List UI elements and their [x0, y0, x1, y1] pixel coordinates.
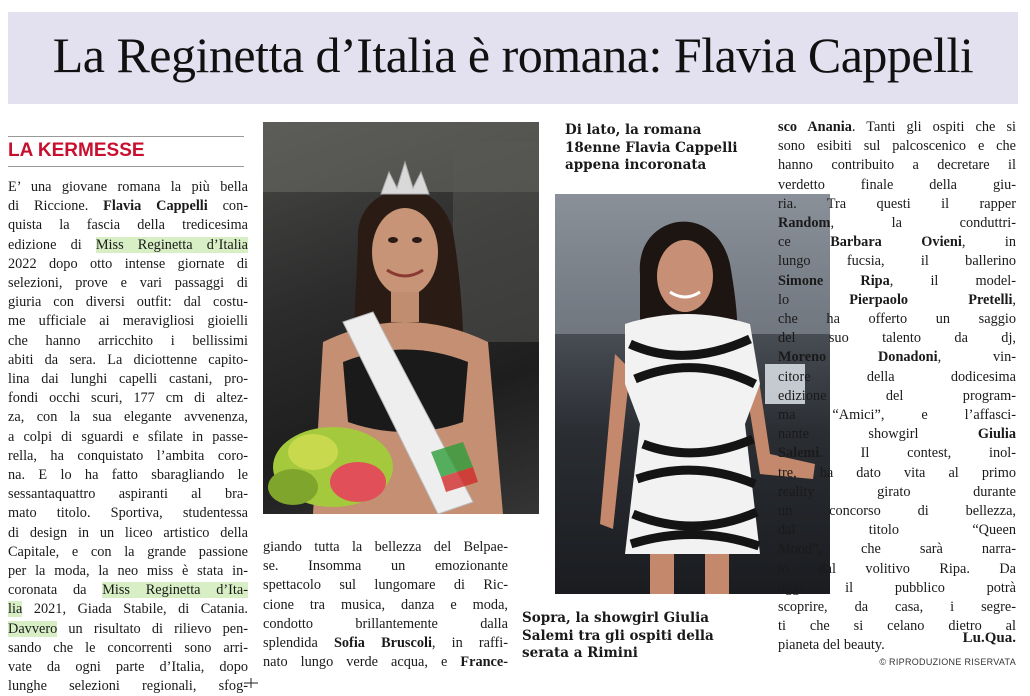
text-line: lina dai lunghi capelli castani, pro-: [8, 371, 248, 388]
text-line: reality girato durante: [778, 483, 1016, 500]
text-line: oggi il pubblico potrà: [778, 579, 1016, 596]
text-line: nato lungo verde acqua, e France-: [263, 654, 508, 671]
text-line: edizione di Miss Reginetta d’Italia: [8, 236, 249, 253]
text-line: rella, ha conquistato l’ambita coro-: [8, 447, 248, 464]
text-line: spettacolo sul lungomare di Ric-: [263, 577, 508, 594]
crowned-miss-illustration: [263, 122, 539, 514]
text-line: cione tra musica, danza e moda,: [263, 596, 508, 613]
caption-line: Sopra, la showgirl Giulia: [522, 610, 710, 626]
author-signature: Lu.Qua.: [962, 630, 1016, 646]
text-line: ria. Tra questi il rapper: [778, 195, 1016, 212]
text-line: Salemi. Il contest, inol-: [778, 445, 1016, 462]
text-line: splendida Sofia Bruscoli, in raffi-: [263, 635, 509, 652]
text-line: me ufficiale ai meravigliosi gioielli: [8, 313, 248, 330]
text-line: di design in un liceo artistico della: [8, 524, 248, 541]
text-line: mato titolo. Sportiva, studentessa: [8, 505, 248, 522]
section-kicker: LA KERMESSE: [8, 136, 244, 167]
text-line: sco Anania. Tanti gli ospiti che si: [778, 119, 1017, 135]
text-line: ce Barbara Ovieni, in: [778, 234, 1016, 251]
text-line: verdetto finale della giu-: [778, 176, 1016, 193]
text-line: scoprire, da casa, i segre-: [778, 599, 1016, 616]
top-photo-caption: [565, 122, 765, 175]
caption-line: appena incoronata: [565, 157, 707, 173]
text-line: za, con la sua elegante avvenenza,: [8, 409, 248, 426]
text-line: sessantaquattro aspiranti al bra-: [8, 486, 248, 503]
crop-mark-icon: [244, 678, 258, 688]
caption-line: Di lato, la romana: [565, 122, 702, 138]
text-line: lunghe selezioni regionali, sfog-: [8, 678, 248, 695]
text-line: a colpi di sguardi e sfilate in passe-: [8, 428, 248, 445]
article-column-3: [778, 118, 1016, 656]
text-line: Simone Ripa, il model-: [778, 272, 1016, 289]
text-line: Moreno Donadoni, vin-: [778, 349, 1016, 366]
text-line: Mood”, che sarà narra-: [778, 541, 1016, 558]
article-column-1: [8, 178, 248, 696]
text-line: citore della dodicesima: [778, 368, 1016, 385]
text-line: lungo fucsia, il ballerino: [778, 253, 1016, 270]
text-line: lo Pierpaolo Pretelli,: [778, 291, 1016, 308]
text-line: sando che le concorrenti sono arri-: [8, 639, 248, 656]
text-line: un concorso di bellezza,: [778, 503, 1016, 520]
crowned-miss-photo: [263, 122, 539, 514]
text-line: pianeta del beauty.: [778, 637, 885, 654]
text-line: giuria con diversi outfit: dal costu-: [8, 294, 248, 311]
text-line: Capitale, e con la grande passione: [8, 543, 248, 560]
text-line: Davvero un risultato di rilievo pen-: [8, 620, 248, 637]
text-line: abiti da sera. La diciottenne capito-: [8, 351, 248, 368]
headline-band: [8, 12, 1018, 104]
text-line: quista la fascia della tredicesima: [8, 217, 248, 234]
text-line: selezioni, prove e vari passaggi di: [8, 275, 248, 292]
text-line: to dal volitivo Ripa. Da: [778, 560, 1016, 577]
text-line: tre, ha dato vita al primo: [778, 464, 1016, 481]
text-line: sono esibiti sul palcoscenico e che: [778, 138, 1016, 155]
text-line: vate da ogni parte d’Italia, dopo: [8, 659, 248, 676]
text-line: E’ una giovane romana la più bella: [8, 179, 248, 195]
text-line: dal titolo “Queen: [778, 522, 1016, 539]
caption-line: 18enne Flavia Cappelli: [565, 139, 738, 156]
text-line: hanno contribuito a decretare il: [778, 157, 1016, 174]
text-line: nante showgirl Giulia: [778, 426, 1016, 443]
bottom-photo-caption: [522, 610, 762, 663]
headline: La Reginetta d’Italia è romana: Flavia Cappelli: [52, 27, 974, 83]
text-line: na. E lo ha fatto sbaragliando le: [8, 467, 248, 484]
text-line: fondi occhi scuri, 177 cm di altez-: [8, 390, 248, 407]
text-line: Random, la conduttri-: [778, 215, 1016, 232]
caption-line: Salemi tra gli ospiti della: [522, 627, 714, 644]
text-line: 2022 dopo otto intense giornate di: [8, 255, 248, 272]
text-line: coronata da Miss Reginetta d’Ita-: [8, 582, 249, 599]
text-line: lia 2021, Giada Stabile, di Catania.: [8, 601, 248, 618]
text-line: ti che si celano dietro al: [778, 618, 1016, 635]
text-line: giando tutta la bellezza del Belpae-: [263, 539, 508, 555]
text-line: che hanno arricchito i bellissimi: [8, 332, 248, 349]
text-line: ma “Amici”, e l’affasci-: [778, 407, 1016, 424]
text-line: che ha offerto un saggio: [778, 311, 1016, 328]
article-column-2: [263, 538, 508, 672]
text-line: se. Insomma un emozionante: [263, 558, 508, 575]
text-line: del suo talento da dj,: [778, 330, 1016, 347]
text-line: condotto brillantemente dalla: [263, 615, 508, 632]
text-line: per la moda, la neo miss è stata in-: [8, 563, 248, 580]
caption-line: serata a Rimini: [522, 645, 638, 661]
text-line: edizione del program-: [778, 387, 1016, 404]
copyright-notice: © RIPRODUZIONE RISERVATA: [879, 657, 1016, 667]
text-line: di Riccione. Flavia Cappelli con-: [8, 198, 248, 215]
